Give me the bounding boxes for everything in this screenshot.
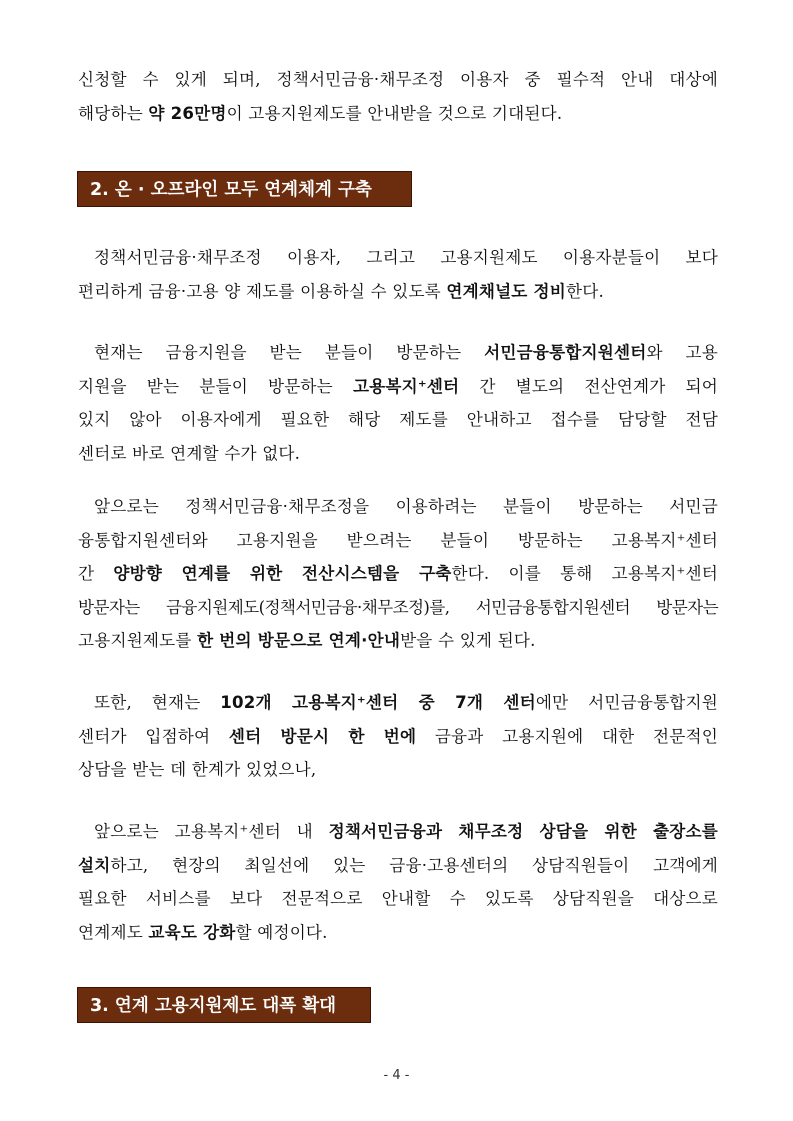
section-heading-2: 2. 온 · 오프라인 모두 연계체계 구축 bbox=[77, 171, 412, 207]
bold-phrase: 약 26만명 bbox=[148, 103, 227, 123]
bold-phrase: 서민금융통합지원센터 bbox=[484, 343, 647, 362]
bold-phrase: 정책서민금융과 채무조정 상담을 위한 출장소를 bbox=[328, 822, 718, 841]
paragraph-2 bbox=[78, 336, 718, 470]
text-line: 편리하게 금융·고용 양 제도를 이용하실 수 있도록 연계채널도 정비한다. bbox=[78, 281, 604, 301]
text-line: 있지 않아 이용자에게 필요한 해당 제도를 안내하고 접수를 담당할 전담 bbox=[78, 410, 718, 429]
text-line: 융통합지원센터와 고용지원을 받으려는 분들이 방문하는 고용복지⁺센터 bbox=[78, 530, 718, 550]
bold-phrase: 센터 방문시 한 번에 bbox=[228, 726, 417, 746]
text-line: 설치하고, 현장의 최일선에 있는 금융·고용센터의 상담직원들이 고객에게 bbox=[78, 855, 718, 875]
paragraph-3 bbox=[78, 490, 718, 658]
paragraph-1 bbox=[78, 241, 718, 308]
text-line: 앞으로는 정책서민금융·채무조정을 이용하려는 분들이 방문하는 서민금 bbox=[94, 497, 718, 516]
text-line: 고용지원제도를 한 번의 방문으로 연계·안내받을 수 있게 된다. bbox=[78, 631, 536, 650]
text-line: 또한, 현재는 102개 고용복지⁺센터 중 7개 센터에만 서민금융통합지원 bbox=[94, 693, 718, 712]
text-line: 지원을 받는 분들이 방문하는 고용복지⁺센터 간 별도의 전산연계가 되어 bbox=[78, 376, 718, 396]
text-line: 앞으로는 고용복지⁺센터 내 정책서민금융과 채무조정 상담을 위한 출장소를 bbox=[94, 822, 718, 841]
text-line: 센터로 바로 연계할 수가 없다. bbox=[78, 443, 301, 463]
section-heading-3: 3. 연계 고용지원제도 대폭 확대 bbox=[77, 987, 371, 1023]
text-line: 센터가 입점하여 센터 방문시 한 번에 금융과 고용지원에 대한 전문적인 bbox=[78, 726, 718, 746]
bold-phrase: 연계채널도 정비 bbox=[446, 281, 566, 301]
text-line: 해당하는 약 26만명이 고용지원제도를 안내받을 것으로 기대된다. bbox=[78, 103, 563, 123]
paragraph-intro bbox=[78, 63, 718, 130]
text-line: 방문자는 금융지원제도(정책서민금융·채무조정)를, 서민금융통합지원센터 방문자는 bbox=[78, 597, 718, 617]
text-line: 연계제도 교육도 강화할 예정이다. bbox=[78, 922, 328, 942]
paragraph-4 bbox=[78, 686, 718, 787]
bold-phrase: 고용복지⁺센터 bbox=[352, 376, 460, 396]
page-number: - 4 - bbox=[383, 1068, 410, 1083]
text-line: 정책서민금융·채무조정 이용자, 그리고 고용지원제도 이용자분들이 보다 bbox=[94, 248, 718, 267]
text-line: 현재는 금융지원을 받는 분들이 방문하는 서민금융통합지원센터와 고용 bbox=[94, 343, 718, 362]
bold-phrase: 교육도 강화 bbox=[148, 922, 236, 942]
text-line: 신청할 수 있게 되며, 정책서민금융·채무조정 이용자 중 필수적 안내 대상에 bbox=[78, 70, 718, 89]
text-line: 필요한 서비스를 보다 전문적으로 안내할 수 있도록 상담직원을 대상으로 bbox=[78, 889, 718, 908]
text-line: 상담을 받는 데 한계가 있었으나, bbox=[78, 760, 317, 779]
bold-phrase: 102개 고용복지⁺센터 중 7개 센터 bbox=[220, 693, 536, 712]
bold-phrase: 설치 bbox=[78, 855, 111, 875]
paragraph-5 bbox=[78, 815, 718, 949]
bold-phrase: 양방향 연계를 위한 전산시스템을 구축 bbox=[113, 564, 452, 583]
text-line: 간 양방향 연계를 위한 전산시스템을 구축한다. 이를 통해 고용복지⁺센터 bbox=[78, 564, 718, 583]
bold-phrase: 한 번의 방문으로 연계·안내 bbox=[197, 631, 401, 650]
